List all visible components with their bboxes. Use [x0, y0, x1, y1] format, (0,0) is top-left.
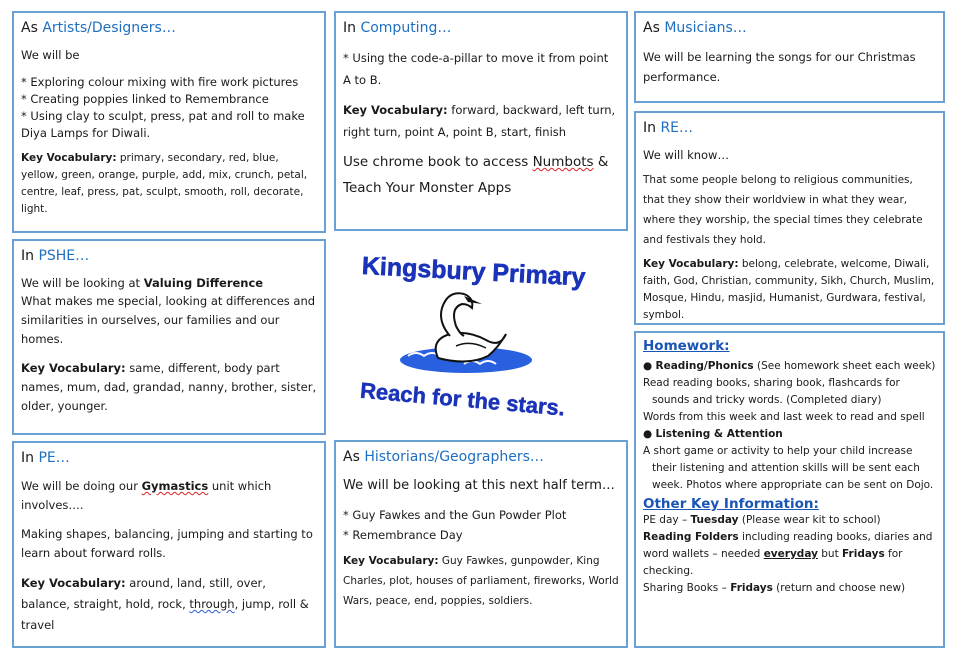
- history-vocabulary: Key Vocabulary: Guy Fawkes, gunpowder, King Charles, plot, houses of parliament, fireworks, World Wars, peace, end, poppies, soldiers.: [343, 555, 619, 607]
- spelling-words: Words from this week and last week to read and spell: [643, 411, 925, 423]
- computing-bullet: * Using the code-a-pillar to move it from point A to B.: [343, 51, 609, 87]
- artists-vocabulary: Key Vocabulary: primary, secondary, red, blue, yellow, green, orange, purple, add, mix, crunch, petal, centre, leaf, press, pat, sculpt, smooth, roll, decorate, light.: [21, 152, 308, 215]
- computing-heading: In Computing…: [343, 20, 452, 36]
- pe-body: Making shapes, balancing, jumping and starting to learn about forward rolls.: [21, 527, 313, 560]
- artists-intro: We will be: [21, 48, 80, 62]
- pshe-section: [12, 239, 326, 435]
- other-info-heading: Other Key Information:: [643, 496, 819, 512]
- musicians-heading: As Musicians…: [643, 20, 747, 36]
- musicians-body: We will be learning the songs for our Christmas performance.: [643, 50, 916, 84]
- school-logo: [338, 238, 626, 432]
- school-logo-graphic: [338, 238, 626, 432]
- pe-section: [12, 441, 326, 648]
- computing-section: [334, 11, 628, 231]
- re-section: [634, 111, 945, 325]
- re-body: That some people belong to religious communities, that they show their worldview in what they wear, where they worship, the special times they celebrate and festivals they hold.: [643, 174, 923, 246]
- pe-vocabulary: Key Vocabulary: around, land, still, over, balance, straight, hold, rock, through, jump, roll & travel: [21, 576, 309, 632]
- computing-vocabulary: Key Vocabulary: forward, backward, left turn, right turn, point A, point B, start, finish: [343, 103, 616, 139]
- pshe-topic: We will be looking at Valuing Difference: [21, 276, 264, 290]
- history-bullet: * Guy Fawkes and the Gun Powder Plot: [343, 508, 567, 522]
- pshe-body: What makes me special, looking at differences and similarities in ourselves, our families and our homes.: [21, 294, 316, 346]
- pe-unit: We will be doing our Gymastics unit which involves….: [21, 479, 272, 512]
- re-heading: In RE…: [643, 120, 694, 136]
- reading-phonics: ● Reading/Phonics (See homework sheet each week): [643, 360, 936, 372]
- listening-attention: ● Listening & Attention: [643, 428, 783, 440]
- reading-folders: Reading Folders including reading books, diaries and word wallets – needed everyday but Fridays for checking.: [643, 531, 933, 577]
- pshe-heading: In PSHE…: [21, 248, 90, 264]
- artists-bullet: * Exploring colour mixing with fire work pictures: [21, 75, 299, 89]
- homework-section: [634, 331, 945, 648]
- reading-detail: Read reading books, sharing book, flashcards for: [643, 377, 900, 389]
- history-section: [334, 440, 628, 648]
- artists-heading: As Artists/Designers…: [21, 20, 176, 36]
- computing-apps-note: Use chrome book to access Numbots & Teach Your Monster Apps: [343, 154, 609, 196]
- history-bullet: * Remembrance Day: [343, 528, 463, 542]
- reading-detail: sounds and tricky words. (Completed diary): [652, 394, 882, 406]
- sharing-books: Sharing Books – Fridays (return and choose new): [643, 582, 906, 594]
- re-intro: We will know…: [643, 148, 729, 162]
- re-vocabulary: Key Vocabulary: belong, celebrate, welcome, Diwali, faith, God, Christian, community, Sikh, Church, Muslim, Mosque, Hindu, masjid, Humanist, Gurdwara, festival, symbol.: [643, 258, 935, 321]
- listening-detail: week. Photos where appropriate can be sent on Dojo.: [652, 479, 934, 491]
- listening-detail: A short game or activity to help your child increase: [643, 445, 913, 457]
- school-name: Kingsbury Primary: [361, 251, 587, 292]
- musicians-section: [634, 11, 945, 103]
- pe-heading: In PE…: [21, 450, 70, 466]
- listening-detail: their listening and attention skills will be sent each: [652, 462, 920, 474]
- pshe-vocabulary: Key Vocabulary: same, different, body part names, mum, dad, grandad, nanny, brother, sister, older, younger.: [21, 361, 317, 413]
- history-intro: We will be looking at this next half term…: [343, 478, 615, 493]
- history-heading: As Historians/Geographers…: [343, 449, 544, 465]
- homework-heading: Homework:: [643, 338, 730, 354]
- artists-bullet: * Using clay to sculpt, press, pat and roll to make Diya Lamps for Diwali.: [21, 109, 305, 140]
- pe-day: PE day – Tuesday (Please wear kit to school): [643, 514, 881, 526]
- school-motto: Reach for the stars.: [359, 377, 566, 421]
- artists-section: [12, 11, 326, 233]
- artists-bullet: * Creating poppies linked to Remembrance: [21, 92, 269, 106]
